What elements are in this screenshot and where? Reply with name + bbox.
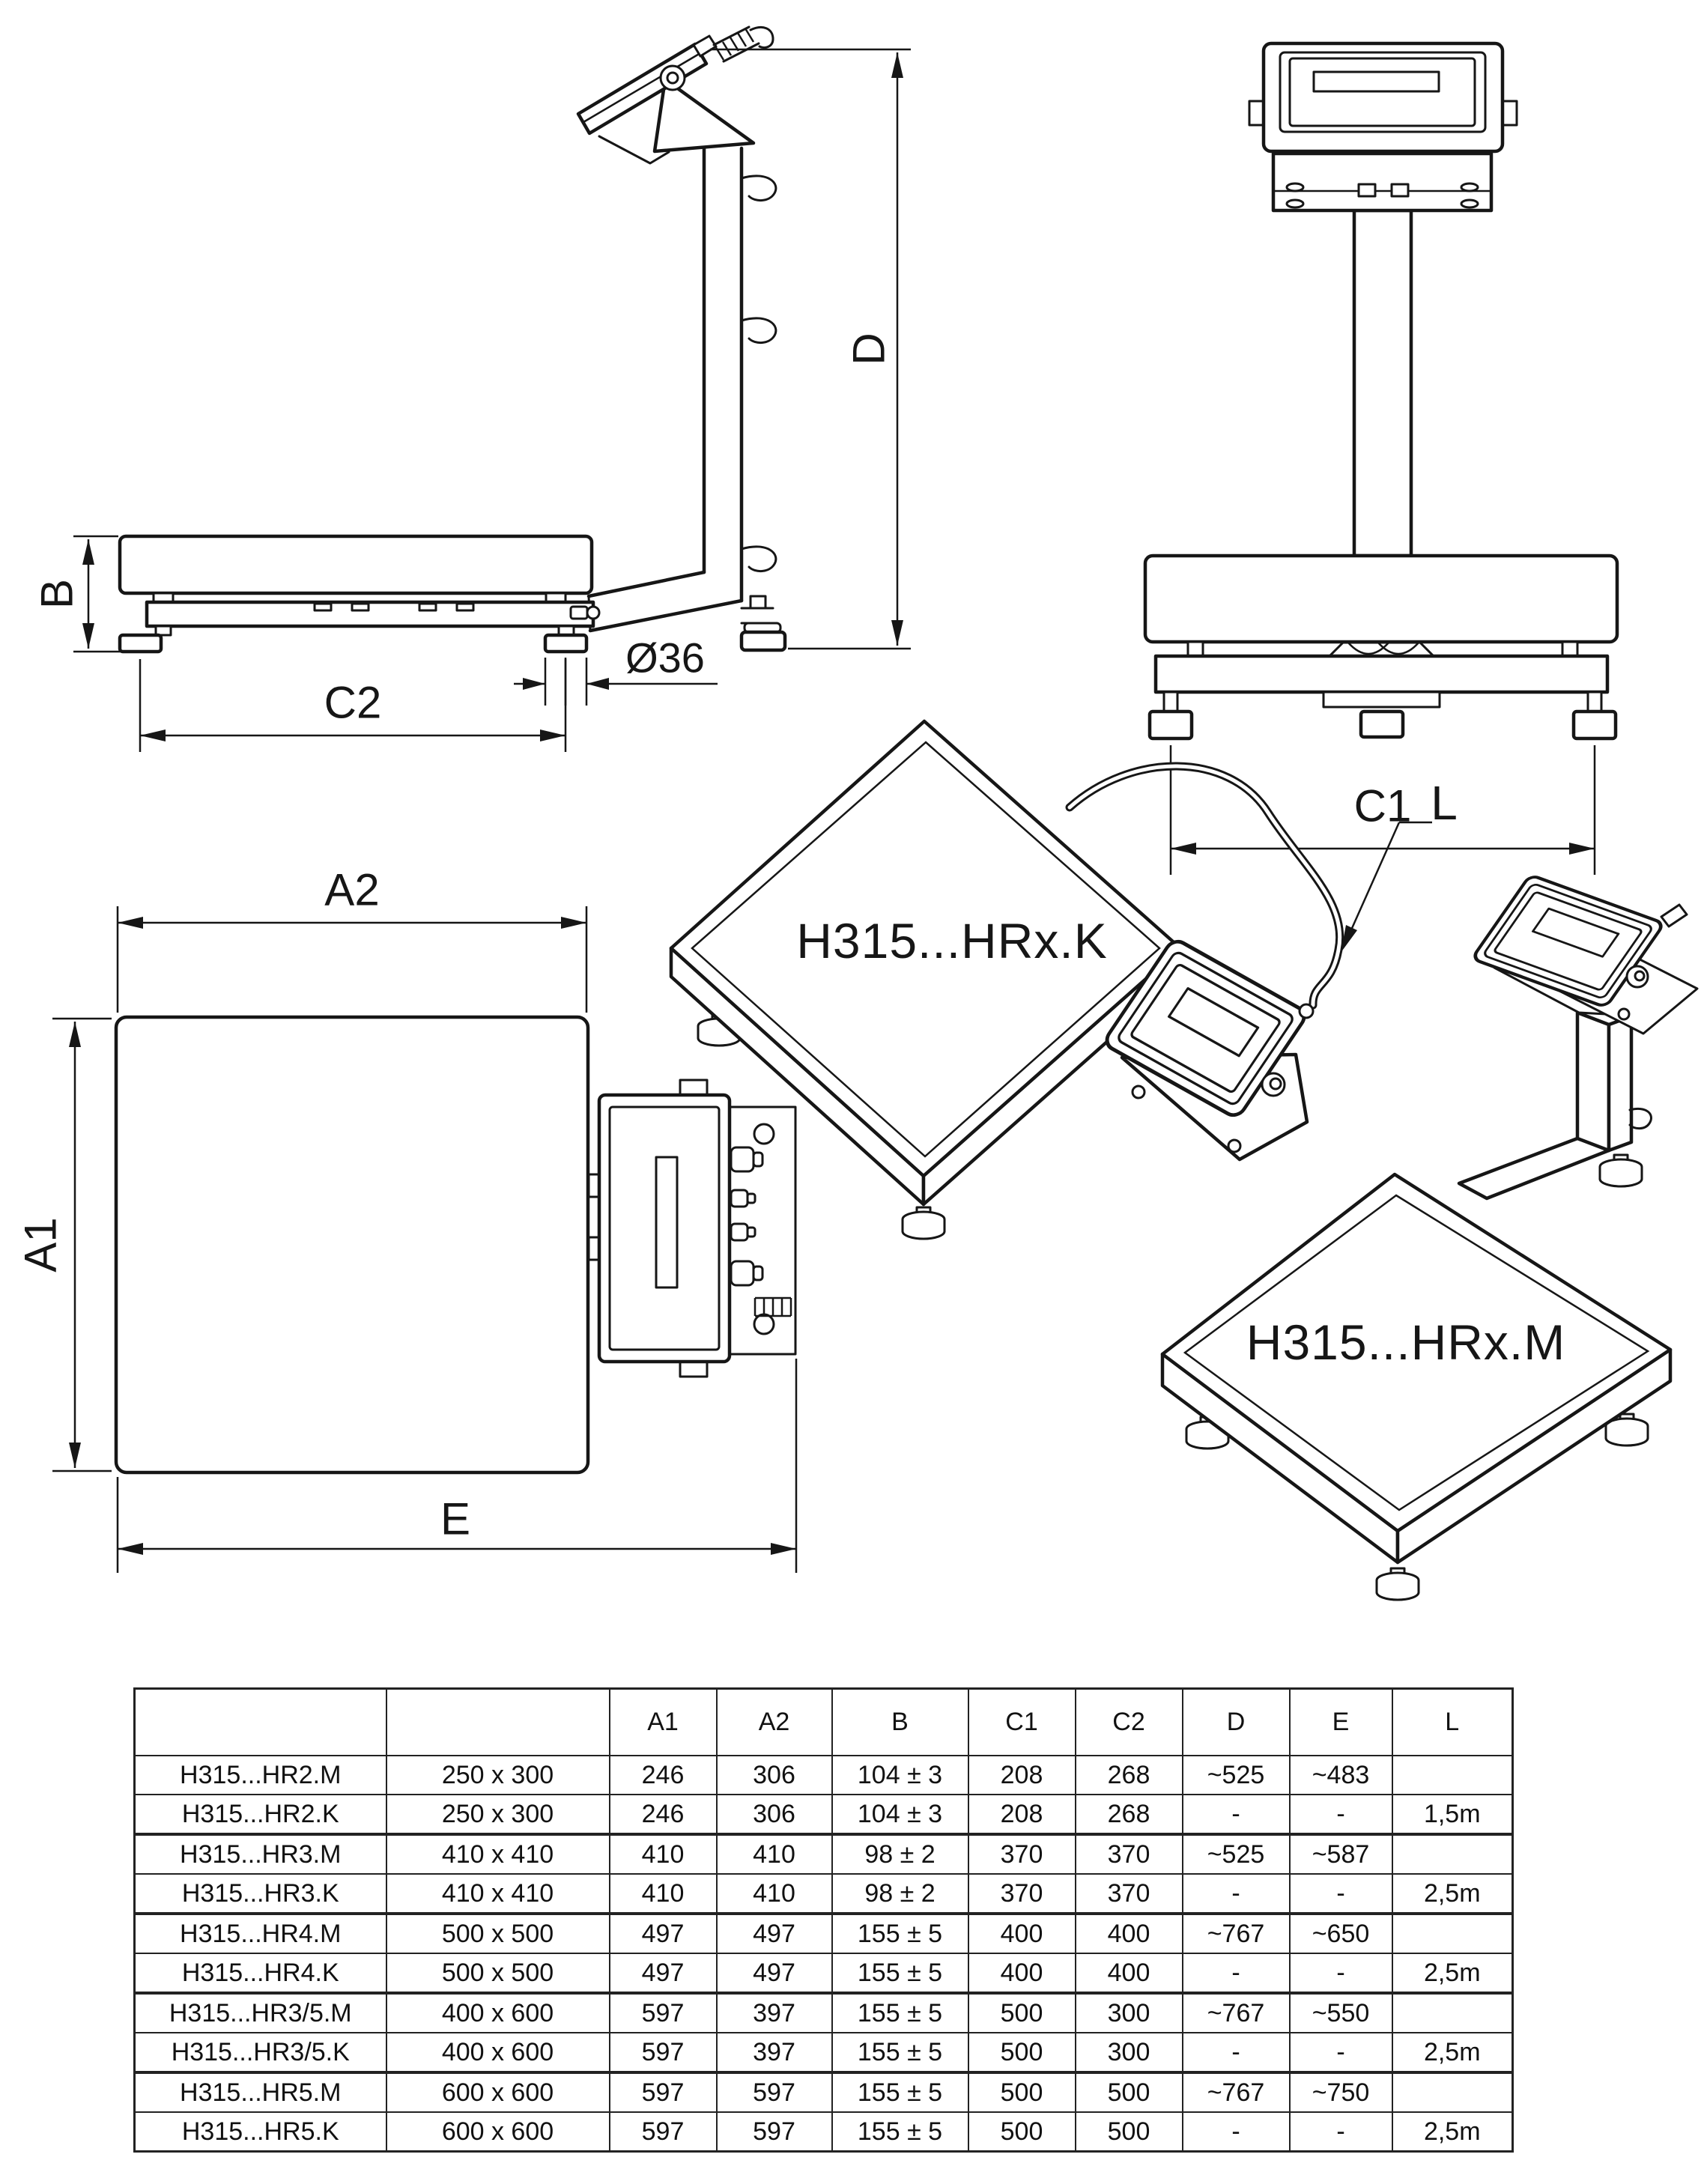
dim-c2 — [140, 659, 566, 752]
cable-hook — [742, 547, 776, 571]
cell-l — [1392, 2072, 1513, 2112]
foot-diameter-label: Ø36 — [625, 634, 705, 682]
iso-m-label: H315...HRx.M — [1246, 1314, 1566, 1370]
dim-e-label: E — [440, 1493, 471, 1544]
cell-c2: 268 — [1076, 1795, 1183, 1834]
cell-c1: 400 — [968, 1914, 1076, 1953]
cell-e: ~587 — [1290, 1834, 1392, 1874]
cell-d: - — [1183, 2033, 1290, 2072]
coiled-cable — [694, 27, 773, 61]
dim-c1 — [1171, 745, 1595, 875]
cell-c2: 268 — [1076, 1756, 1183, 1795]
cell-l — [1392, 1914, 1513, 1953]
cell-d: - — [1183, 2112, 1290, 2152]
cell-b: 104 ± 3 — [832, 1756, 968, 1795]
cell-c2: 500 — [1076, 2072, 1183, 2112]
cell-a2: 397 — [717, 2033, 832, 2072]
table-row — [135, 2112, 1513, 2152]
cell-c1: 500 — [968, 2033, 1076, 2072]
cell-e: - — [1290, 1795, 1392, 1834]
cell-size: 500 x 500 — [386, 1914, 610, 1953]
cell-c1: 500 — [968, 2072, 1076, 2112]
front-platform — [1145, 556, 1617, 738]
cell-l: 2,5m — [1392, 2112, 1513, 2152]
cell-d: ~767 — [1183, 1993, 1290, 2033]
lcd-window — [1314, 72, 1439, 91]
table-row — [135, 2072, 1513, 2112]
header-d: D — [1183, 1689, 1290, 1756]
cell-model: H315...HR2.M — [135, 1756, 386, 1795]
cell-e: ~483 — [1290, 1756, 1392, 1795]
cell-b: 155 ± 5 — [832, 1953, 968, 1993]
cell-d: ~767 — [1183, 1914, 1290, 1953]
cell-b: 98 ± 2 — [832, 1834, 968, 1874]
cell-a2: 497 — [717, 1914, 832, 1953]
cell-a2: 410 — [717, 1874, 832, 1914]
iso-m-column — [1459, 1013, 1651, 1198]
cell-d: - — [1183, 1795, 1290, 1834]
side-knob — [1249, 101, 1264, 125]
front-bracket — [1273, 154, 1491, 210]
cell-size: 400 x 600 — [386, 1993, 610, 2033]
table-row — [135, 1914, 1513, 1953]
side-view — [32, 27, 912, 752]
cell-size: 400 x 600 — [386, 2033, 610, 2072]
cell-c1: 500 — [968, 2112, 1076, 2152]
cell-b: 155 ± 5 — [832, 2072, 968, 2112]
cell-model: H315...HR4.K — [135, 1953, 386, 1993]
iso-m-display — [1472, 875, 1697, 1034]
cable-hook — [1630, 1108, 1651, 1128]
side-display-head — [578, 27, 773, 163]
cell-size: 410 x 410 — [386, 1834, 610, 1874]
cell-d: ~525 — [1183, 1834, 1290, 1874]
dim-a1 — [16, 1019, 112, 1471]
cell-e: ~650 — [1290, 1914, 1392, 1953]
cell-e: ~750 — [1290, 2072, 1392, 2112]
table-row — [135, 2033, 1513, 2072]
cell-model: H315...HR3/5.K — [135, 2033, 386, 2072]
cell-size: 410 x 410 — [386, 1874, 610, 1914]
cell-c1: 370 — [968, 1874, 1076, 1914]
cable-gland — [1661, 905, 1687, 926]
cell-c1: 500 — [968, 1993, 1076, 2033]
cell-model: H315...HR3.K — [135, 1874, 386, 1914]
iso-foot — [1377, 1568, 1419, 1600]
table-row — [135, 1795, 1513, 1834]
cell-l — [1392, 1756, 1513, 1795]
cell-d: - — [1183, 1874, 1290, 1914]
adjustable-foot — [120, 635, 161, 652]
table-row — [135, 1953, 1513, 1993]
dim-b — [32, 536, 133, 652]
cell-l: 1,5m — [1392, 1795, 1513, 1834]
iso-k-label: H315...HRx.K — [796, 913, 1108, 968]
cell-l — [1392, 1834, 1513, 1874]
cell-b: 98 ± 2 — [832, 1874, 968, 1914]
cell-model: H315...HR3/5.M — [135, 1993, 386, 2033]
cell-e: - — [1290, 2112, 1392, 2152]
cell-a2: 306 — [717, 1756, 832, 1795]
side-platform — [120, 536, 599, 652]
cell-c2: 300 — [1076, 2033, 1183, 2072]
dim-c1-label: C1 — [1353, 780, 1412, 831]
cell-a1: 597 — [610, 1993, 717, 2033]
cell-model: H315...HR2.K — [135, 1795, 386, 1834]
header-c2: C2 — [1076, 1689, 1183, 1756]
cell-size: 600 x 600 — [386, 2072, 610, 2112]
cell-l: 2,5m — [1392, 1874, 1513, 1914]
cell-size: 600 x 600 — [386, 2112, 610, 2152]
cell-a2: 306 — [717, 1795, 832, 1834]
display-slot — [656, 1157, 677, 1287]
cell-e: - — [1290, 1874, 1392, 1914]
adjustable-foot — [1574, 712, 1616, 738]
table-row — [135, 1993, 1513, 2033]
cell-size: 500 x 500 — [386, 1953, 610, 1993]
cell-size: 250 x 300 — [386, 1756, 610, 1795]
header-a2: A2 — [717, 1689, 832, 1756]
header-model — [135, 1689, 386, 1756]
cell-a1: 597 — [610, 2072, 717, 2112]
cell-d: ~767 — [1183, 2072, 1290, 2112]
dim-a2-label: A2 — [324, 864, 380, 915]
header-l: L — [1392, 1689, 1513, 1756]
cell-b: 155 ± 5 — [832, 2033, 968, 2072]
cell-model: H315...HR5.K — [135, 2112, 386, 2152]
adjustable-foot — [545, 635, 586, 652]
cell-b: 155 ± 5 — [832, 1993, 968, 2033]
front-display-head — [1249, 43, 1517, 151]
cell-model: H315...HR3.M — [135, 1834, 386, 1874]
cell-d: ~525 — [1183, 1756, 1290, 1795]
cell-b: 104 ± 3 — [832, 1795, 968, 1834]
dim-b-label: B — [31, 578, 82, 610]
table-row — [135, 1834, 1513, 1874]
cable-gland — [1300, 1004, 1313, 1018]
cell-a1: 597 — [610, 2112, 717, 2152]
cell-l: 2,5m — [1392, 2033, 1513, 2072]
cell-c1: 208 — [968, 1795, 1076, 1834]
dim-a1-label: A1 — [15, 1217, 66, 1273]
cable-hook — [742, 318, 776, 343]
iso-foot — [903, 1207, 945, 1239]
cell-model: H315...HR5.M — [135, 2072, 386, 2112]
cell-a2: 597 — [717, 2112, 832, 2152]
header-a1: A1 — [610, 1689, 717, 1756]
adjustable-foot — [1361, 712, 1403, 737]
dim-d-label: D — [843, 333, 894, 365]
dim-a2 — [118, 865, 586, 1013]
cell-c1: 400 — [968, 1953, 1076, 1993]
table-row — [135, 1874, 1513, 1914]
cell-a1: 410 — [610, 1834, 717, 1874]
cell-e: - — [1290, 1953, 1392, 1993]
cell-model: H315...HR4.M — [135, 1914, 386, 1953]
iso-foot — [1600, 1155, 1642, 1186]
header-size — [386, 1689, 610, 1756]
cell-e: - — [1290, 2033, 1392, 2072]
cell-e: ~550 — [1290, 1993, 1392, 2033]
cell-a1: 497 — [610, 1914, 717, 1953]
dim-c2-label: C2 — [324, 677, 382, 728]
header-b: B — [832, 1689, 968, 1756]
cell-c1: 208 — [968, 1756, 1076, 1795]
platform-top — [116, 1017, 588, 1472]
cell-a1: 246 — [610, 1756, 717, 1795]
cell-b: 155 ± 5 — [832, 2112, 968, 2152]
cell-a2: 597 — [717, 2072, 832, 2112]
side-knob — [1503, 101, 1517, 125]
cell-a1: 497 — [610, 1953, 717, 1993]
cell-c2: 300 — [1076, 1993, 1183, 2033]
adjustable-foot — [1150, 712, 1192, 738]
cell-c2: 370 — [1076, 1874, 1183, 1914]
cell-l: 2,5m — [1392, 1953, 1513, 1993]
table-row — [135, 1756, 1513, 1795]
front-view — [1145, 43, 1617, 875]
cell-a2: 497 — [717, 1953, 832, 1993]
front-column — [1354, 210, 1411, 556]
cell-c2: 500 — [1076, 2112, 1183, 2152]
cell-c2: 400 — [1076, 1914, 1183, 1953]
cell-d: - — [1183, 1953, 1290, 1993]
cell-c1: 370 — [968, 1834, 1076, 1874]
cell-a2: 410 — [717, 1834, 832, 1874]
cell-a1: 410 — [610, 1874, 717, 1914]
cell-a1: 597 — [610, 2033, 717, 2072]
cell-a1: 246 — [610, 1795, 717, 1834]
header-e: E — [1290, 1689, 1392, 1756]
header-c1: C1 — [968, 1689, 1076, 1756]
cable-hook — [742, 176, 776, 201]
cell-l — [1392, 1993, 1513, 2033]
top-display-unit — [589, 1080, 795, 1377]
cable-length-label: L — [1431, 776, 1458, 830]
cell-c2: 370 — [1076, 1834, 1183, 1874]
table-header-row — [135, 1689, 1513, 1756]
dimension-table — [133, 1687, 1514, 2153]
cell-size: 250 x 300 — [386, 1795, 610, 1834]
cell-a2: 397 — [717, 1993, 832, 2033]
side-column — [589, 148, 785, 650]
cell-b: 155 ± 5 — [832, 1914, 968, 1953]
cell-c2: 400 — [1076, 1953, 1183, 1993]
